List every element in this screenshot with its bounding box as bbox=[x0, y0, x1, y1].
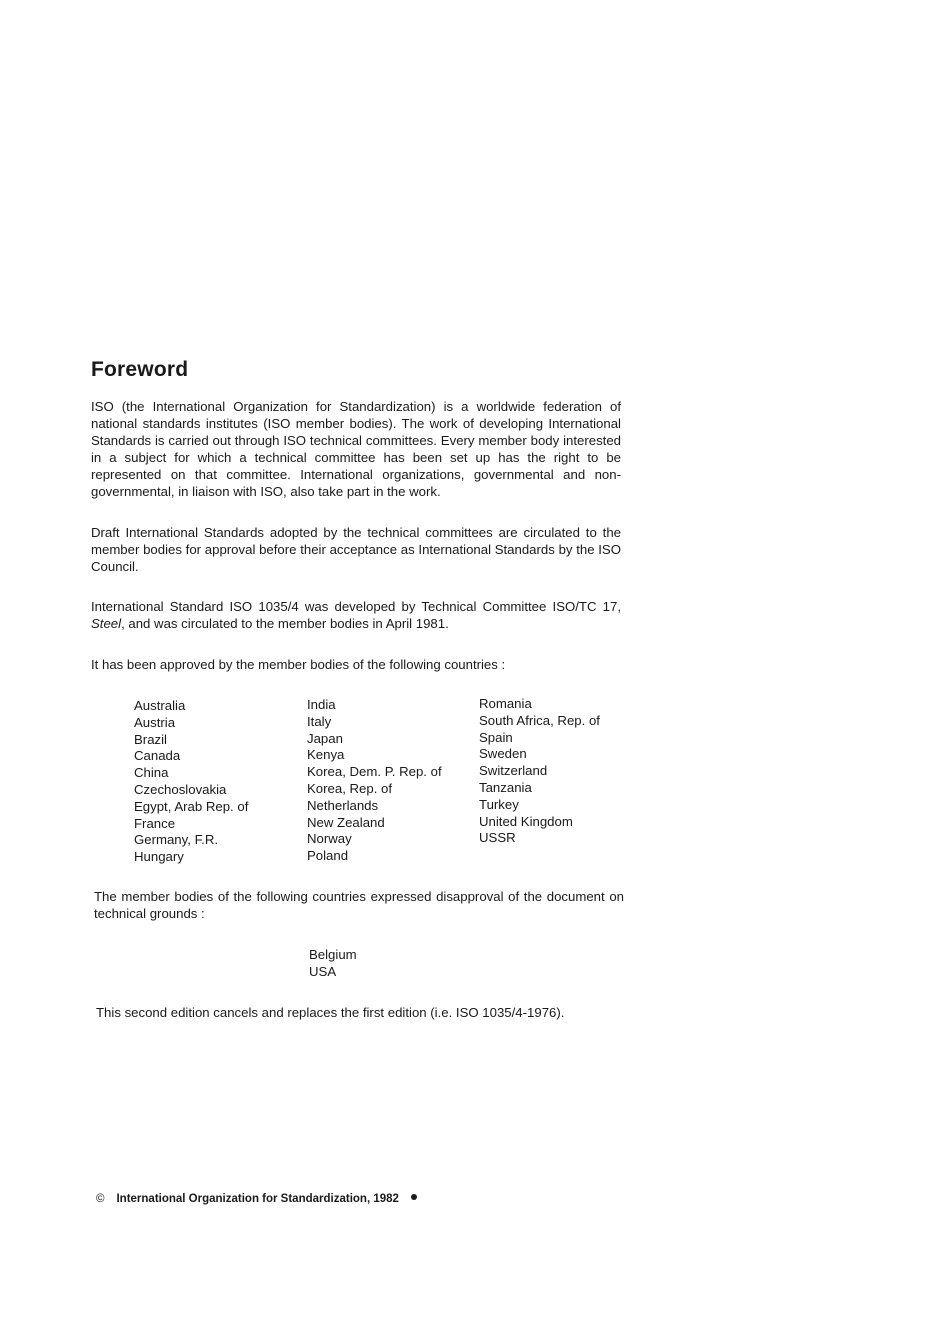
country-item: Italy bbox=[307, 713, 332, 729]
country-item: Turkey bbox=[479, 796, 519, 812]
paragraph-approval-intro: It has been approved by the member bodies of the following countries : bbox=[91, 657, 506, 672]
copyright-icon: © bbox=[96, 1193, 105, 1205]
country-item: Canada bbox=[134, 748, 181, 764]
country-item: South Africa, Rep. of bbox=[479, 712, 600, 728]
paragraph-draft-standards: Draft International Standards adopted by the technical committees are circulated to the member bodies for approval before their acceptance as International Standards by the ISO Council. bbox=[91, 525, 621, 574]
paragraph-disapproval-intro: The member bodies of the following countries expressed disapproval of the document on technical grounds : bbox=[94, 889, 624, 921]
country-item: Japan bbox=[307, 730, 343, 746]
country-item: Tanzania bbox=[479, 779, 532, 795]
country-item: Brazil bbox=[134, 731, 167, 747]
country-item: Romania bbox=[479, 696, 532, 711]
footer-copyright-text: International Organization for Standardization, 1982 bbox=[116, 1193, 399, 1205]
country-item: Korea, Dem. P. Rep. of bbox=[307, 764, 442, 780]
country-item: Spain bbox=[479, 729, 513, 745]
bullet-icon bbox=[411, 1194, 417, 1200]
country-item: USA bbox=[309, 963, 337, 979]
country-item: Korea, Rep. of bbox=[307, 780, 393, 796]
country-item: Kenya bbox=[307, 747, 345, 763]
country-item: Hungary bbox=[134, 849, 184, 865]
country-item: Czechoslovakia bbox=[134, 781, 227, 797]
country-item: Belgium bbox=[309, 947, 357, 962]
approved-countries-column-2 bbox=[307, 697, 442, 865]
development-text-end: , and was circulated to the member bodies in April 1981. bbox=[121, 616, 449, 631]
country-item: Germany, F.R. bbox=[134, 832, 219, 848]
country-item: Switzerland bbox=[479, 763, 548, 779]
country-item: Netherlands bbox=[307, 797, 379, 813]
country-item: United Kingdom bbox=[479, 813, 573, 829]
paragraph-development bbox=[91, 598, 621, 632]
country-item: USSR bbox=[479, 830, 516, 846]
disapproving-countries-list bbox=[309, 947, 357, 981]
footer-copyright bbox=[96, 1193, 417, 1205]
page-title: Foreword bbox=[91, 358, 189, 381]
paragraph-iso-intro: ISO (the International Organization for Standardization) is a worldwide federation of national standards institutes (ISO member bodies). The work of developing International Standards is carried out through ISO technical committees. Every member body interested in a subject for which a technical committee has been set up has the right to be represented on that committee. International organizations, governmental and non-governmental, in liaison with ISO, also take part in the work. bbox=[91, 399, 621, 499]
country-item: New Zealand bbox=[307, 814, 385, 830]
country-item: Poland bbox=[307, 848, 349, 864]
country-item: Sweden bbox=[479, 746, 527, 762]
country-item: Norway bbox=[307, 831, 352, 847]
country-item: Egypt, Arab Rep. of bbox=[134, 798, 249, 814]
country-item: China bbox=[134, 765, 169, 781]
country-item: France bbox=[134, 815, 176, 831]
country-item: Austria bbox=[134, 714, 176, 730]
approved-countries-column-1 bbox=[134, 698, 248, 866]
committee-subject: Steel bbox=[91, 616, 122, 631]
approved-countries-column-3 bbox=[479, 696, 600, 847]
development-text-start: International Standard ISO 1035/4 was developed by Technical Committee ISO/TC 17, bbox=[91, 599, 621, 614]
country-item: Australia bbox=[134, 698, 186, 713]
paragraph-edition-note: This second edition cancels and replaces the first edition (i.e. ISO 1035/4-1976). bbox=[96, 1005, 565, 1020]
country-item: India bbox=[307, 697, 336, 712]
